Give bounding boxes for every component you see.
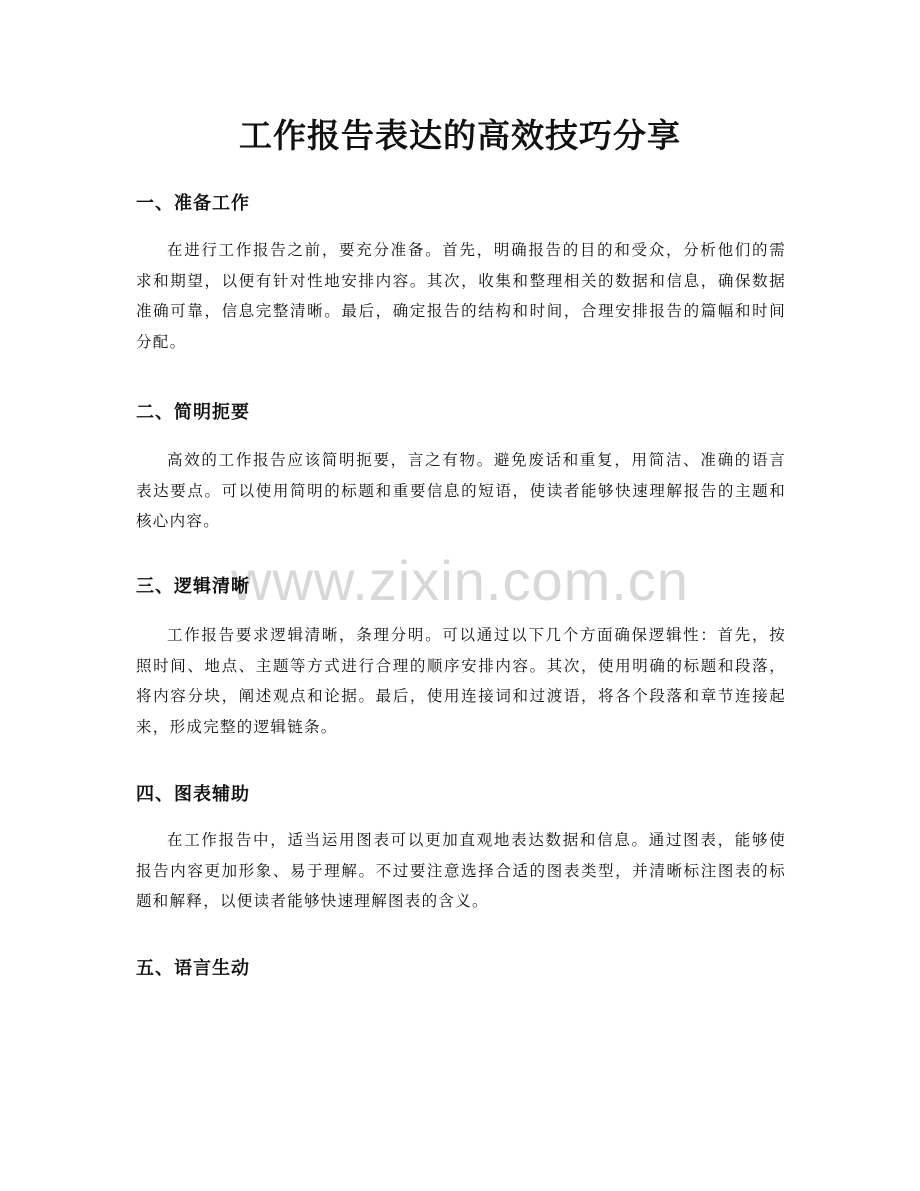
section-paragraph-4: 在工作报告中，适当运用图表可以更加直观地表达数据和信息。通过图表，能够使报告内容更加形象、易于理解。不过要注意选择合适的图表类型，并清晰标注图表的标题和解释，以便读者能够快速理解图表的含义。 — [136, 831, 786, 910]
watermark: www.zixin.com.cn — [231, 549, 689, 612]
page-title: 工作报告表达的高效技巧分享 — [239, 116, 681, 155]
section-paragraph-2: 高效的工作报告应该简明扼要，言之有物。避免废话和重复，用简洁、准确的语言表达要点。可以使用简明的标题和重要信息的短语，使读者能够快速理解报告的主题和核心内容。 — [136, 451, 786, 530]
section-heading-5: 五、语言生动 — [136, 958, 250, 979]
section-heading-2: 二、简明扼要 — [136, 402, 250, 423]
section-paragraph-1: 在进行工作报告之前，要充分准备。首先，明确报告的目的和受众，分析他们的需求和期望，以便有针对性地安排内容。其次，收集和整理相关的数据和信息，确保数据准确可靠，信息完整清晰。最后，确定报告的结构和时间，合理安排报告的篇幅和时间分配。 — [136, 241, 786, 351]
section-heading-3: 三、逻辑清晰 — [136, 576, 250, 597]
section-heading-4: 四、图表辅助 — [136, 784, 250, 805]
section-paragraph-3: 工作报告要求逻辑清晰，条理分明。可以通过以下几个方面确保逻辑性：首先，按照时间、地点、主题等方式进行合理的顺序安排内容。其次，使用明确的标题和段落，将内容分块，阐述观点和论据。最后，使用连接词和过渡语，将各个段落和章节连接起来，形成完整的逻辑链条。 — [136, 626, 786, 736]
section-heading-1: 一、准备工作 — [136, 193, 250, 214]
